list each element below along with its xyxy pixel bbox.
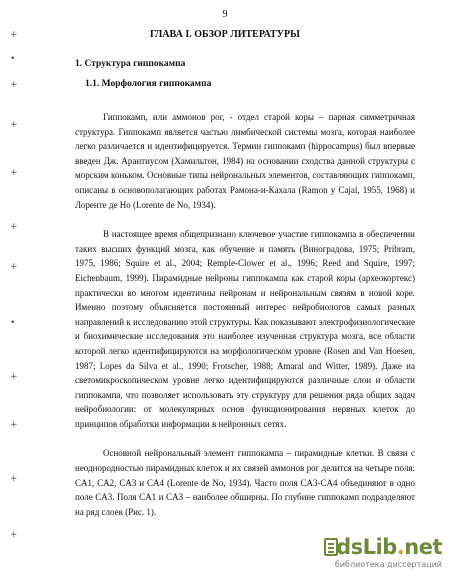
margin-mark: + [10,262,18,272]
watermark-subtitle: библиотека диссертаций [334,560,442,569]
paragraph-2: В настоящее время общепризнано ключевое участие гиппокампа в обеспечении таких высших функций мозга, как обучение и память (Виноградова, 1975; Pribram, 1975, 1986; Squire et al., 2004; Remple-Clower et al., 1996; Reed and Squire, 1997; Eichenbaum, 1999). Пирамидные нейроны гиппокампа как старой коры (археокортекс) практически во многом идентичны нейронам и нейрональным связям в новой коре. Именно поэтому объясняется постоянный интерес нейробиологов самых разных направлений к исследованию этой структуры. Как показывают электрофизиологические и биохимические исследования это наиболее изученная структура мозга, все области которой легко идентифицируются на морфологическом уровне (Rosen and Van Hoesen, 1987; Lopes da Silva et al., 1990; Frotscher, 1988; Amaral and Witter, 1989). Даже на светомикроскопическом уровне легко идентифицируются различные слои и области гиппокампа, что позволяет использовать эту структуру для решения ряда общих задач нейробиологии: от молекулярных основ функционирования нервных клеток до принципов обработки информации в нейронных сетях. [75,229,415,429]
margin-mark: + [10,474,18,484]
section-heading: 1. Структура гиппокампа [75,59,186,69]
watermark [322,536,442,576]
margin-mark: + [10,30,18,40]
subsection-heading: 1.1. Морфология гиппокампа [85,79,212,89]
paragraph-3: Основной нейрональный элемент гиппокампа – пирамидные клетки. В связи с неоднородностью пирамидных клеток и их связей аммонов рог делится на четыре поля: CA1, CA2, CA3 и CA4 (Lorente de No, 1934). Часто поля CA3-CA4 объединяют в одно поле CA3. Поля CA1 и CA3 – наиболее обширны. По глубине гиппокамп подразделяют на ряд слоев (Рис. 1). [75,448,415,517]
margin-mark: + [10,372,18,382]
margin-mark: + [10,420,18,430]
margin-mark: + [10,530,18,540]
margin-mark: • [10,318,16,328]
chapter-title: ГЛАВА I. ОБЗОР ЛИТЕРАТУРЫ [150,29,300,40]
margin-mark: + [10,80,18,90]
page-number: 9 [222,9,228,20]
watermark-logo: dsLib.net [336,535,442,559]
margin-mark: + [10,168,18,178]
margin-marks [0,0,30,582]
paragraph-1: Гиппокамп, или аммонов рог, - отдел старой коры – парная симметричная структура. Гиппокамп является частью лимбической системы мозга, которая наиболее легко различается и идентифицируется. Термин гиппокамп (hippocampus) был впервые введен Дж. Арантиусом (Хамильтон, 1984) на основании сходства данной структуры с морским коньком. Основные типы нейрональных элементов, составляющих гиппокамп, описаны в основополагающих работах Рамона-и-Кахала (Ramon y Cajal, 1955, 1968) и Лоренте де Но (Lorente de No, 1934). [75,112,415,210]
margin-mark: • [10,54,16,64]
body-text [75,110,415,534]
margin-mark: + [10,222,18,232]
book-icon [324,538,338,556]
margin-mark: + [10,120,18,130]
